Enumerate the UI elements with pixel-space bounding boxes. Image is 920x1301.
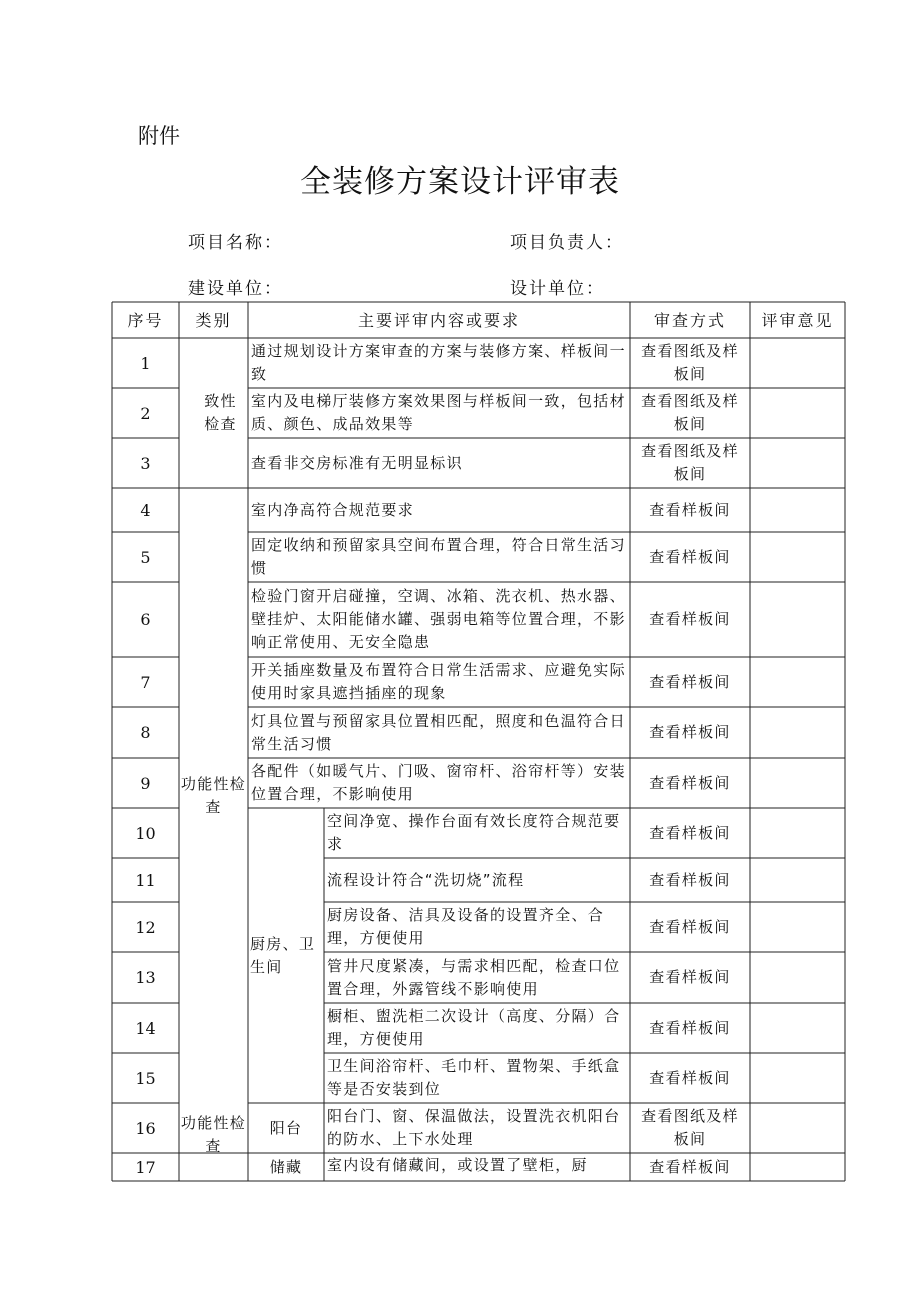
category-functional: 功能性检 查 (180, 774, 247, 816)
row-number: 15 (135, 1068, 156, 1088)
row-content: 厨房设备、洁具及设备的设置齐全、合理，方便使用 (327, 906, 605, 947)
row-number: 16 (135, 1118, 156, 1138)
row-number: 13 (135, 968, 156, 987)
row-content: 阳台门、窗、保温做法，设置洗衣机阳台的防水、上下水处理 (327, 1107, 621, 1148)
row-method: 查看图纸及样板间 (641, 442, 739, 483)
row-number: 11 (135, 870, 156, 890)
row-content: 各配件（如暖气片、门吸、窗帘杆、浴帘杆等）安装位置合理，不影响使用 (251, 762, 626, 803)
row-opinion-cell (750, 657, 845, 707)
row-opinion-cell (750, 707, 845, 758)
row-method: 查看图纸及样板间 (641, 1107, 739, 1148)
row-number: 9 (140, 773, 151, 793)
row-method: 查看样板间 (649, 547, 731, 566)
row-content: 橱柜、盥洗柜二次设计（高度、分隔）合理，方便使用 (327, 1007, 621, 1048)
header-no: 序号 (127, 310, 164, 330)
row-method: 查看样板间 (649, 723, 731, 741)
row-content: 固定收纳和预留家具空间布置合理，符合日常生活习惯 (251, 536, 626, 577)
row-method: 查看样板间 (649, 500, 731, 519)
header-content: 主要评审内容或要求 (357, 310, 520, 330)
row-method: 查看样板间 (649, 870, 731, 889)
row-number: 12 (135, 917, 156, 937)
row-number: 1 (140, 353, 151, 373)
row-number: 5 (140, 547, 151, 567)
row-opinion-cell (750, 1153, 845, 1181)
row-content: 卫生间浴帘杆、毛巾杆、置物架、手纸盒等是否安装到位 (327, 1057, 621, 1098)
page-title: 全装修方案设计评审表 (300, 164, 620, 200)
row-method: 查看样板间 (649, 917, 731, 936)
row-content: 查看非交房标准有无明显标识 (251, 453, 463, 472)
row-method: 查看样板间 (649, 968, 731, 986)
row-content: 通过规划设计方案审查的方案与装修方案、样板间一致 (251, 342, 626, 383)
row-method: 查看样板间 (649, 672, 731, 691)
row-content: 管井尺度紧凑，与需求相匹配，检查口位置合理，外露管线不影响使用 (327, 956, 621, 998)
category-consistency: 致性 检查 (204, 392, 237, 433)
row-number: 7 (140, 672, 151, 692)
row-opinion-cell (750, 438, 845, 488)
row-opinion-cell (750, 532, 845, 582)
row-opinion-cell (750, 1103, 845, 1153)
subcategory-balcony: 阳台 (269, 1118, 303, 1137)
row-number: 8 (140, 723, 151, 742)
row-opinion-cell (750, 902, 845, 952)
header-opinion: 评审意见 (761, 310, 834, 330)
header-method: 审查方式 (653, 310, 726, 330)
row-number: 4 (140, 500, 151, 520)
row-content: 检验门窗开启碰撞，空调、冰箱、洗衣机、热水器、壁挂炉、太阳能储水罐、强弱电箱等位置合理，不影响正常使用、无安全隐患 (251, 587, 626, 651)
row-opinion-cell (750, 1053, 845, 1103)
row-opinion-cell (750, 388, 845, 438)
row-method: 查看样板间 (649, 1068, 731, 1087)
row-opinion-cell (750, 952, 845, 1003)
row-number: 14 (135, 1018, 156, 1038)
header-category: 类别 (195, 310, 232, 330)
attachment-label: 附件 (138, 124, 180, 148)
row-content: 流程设计符合“洗切烧”流程 (327, 870, 525, 889)
subcategory-kitchen-bath: 厨房、卫 生间 (250, 934, 316, 976)
row-opinion-cell (750, 808, 845, 858)
category-functional-2: 功能性检 查 (180, 1114, 247, 1155)
row-method: 查看样板间 (649, 1018, 731, 1037)
row-method: 查看样板间 (649, 610, 731, 628)
row-method: 查看图纸及样板间 (641, 342, 739, 383)
row-opinion-cell (750, 582, 845, 657)
row-number: 3 (140, 453, 151, 473)
row-content: 开关插座数量及布置符合日常生活需求、应避免实际使用时家具遮挡插座的现象 (251, 661, 626, 702)
row-content: 室内及电梯厅装修方案效果图与样板间一致，包括材质、颜色、成品效果等 (251, 392, 626, 433)
row-content: 灯具位置与预留家具位置相匹配，照度和色温符合日常生活习惯 (251, 711, 626, 753)
row-opinion-cell (750, 488, 845, 532)
project-manager-label: 项目负责人： (510, 233, 624, 253)
project-name-label: 项目名称： (188, 233, 283, 253)
design-unit-label: 设计单位： (510, 279, 605, 299)
row-opinion-cell (750, 1003, 845, 1053)
row-opinion-cell (750, 758, 845, 808)
row-content: 空间净宽、操作台面有效长度符合规范要求 (327, 812, 621, 853)
subcategory-storage: 储藏 (269, 1157, 303, 1176)
row-number: 17 (135, 1157, 156, 1177)
row-content: 室内设有储藏间，或设置了壁柜，厨 (327, 1156, 588, 1174)
row-opinion-cell (750, 338, 845, 388)
row-number: 6 (140, 610, 151, 629)
row-method: 查看图纸及样板间 (641, 392, 739, 433)
row-method: 查看样板间 (649, 823, 731, 842)
row-number: 10 (135, 823, 156, 843)
row-method: 查看样板间 (649, 773, 731, 792)
row-opinion-cell (750, 858, 845, 902)
construction-unit-label: 建设单位： (188, 279, 283, 299)
row-method: 查看样板间 (649, 1157, 731, 1176)
row-number: 2 (140, 403, 151, 423)
row-content: 室内净高符合规范要求 (251, 500, 415, 519)
